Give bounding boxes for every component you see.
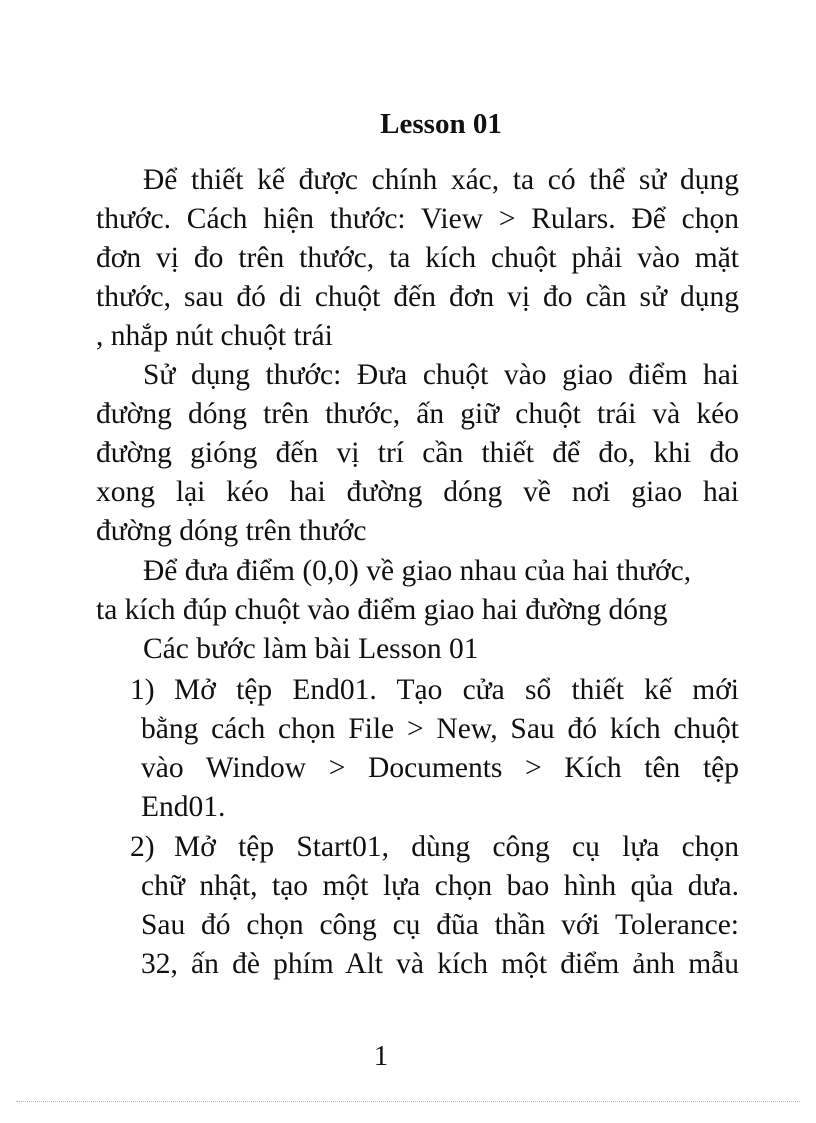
text-line: Để đưa điểm (0,0) về giao nhau của hai thước,: [143, 555, 692, 587]
text-line: Để thiết kế được chính xác, ta có thể sử dụng: [143, 164, 739, 196]
text-line: ta kích đúp chuột vào điểm giao hai đường dóng: [96, 594, 668, 626]
text-line: đơn vị đo trên thước, ta kích chuột phải vào mặt: [96, 242, 739, 274]
page-bottom-divider: [16, 1101, 800, 1102]
text-line: đường dóng trên thước: [96, 515, 367, 547]
text-line: Các bước làm bài Lesson 01: [143, 633, 479, 665]
text-line: bằng cách chọn File > New, Sau đó kích chuột: [141, 713, 739, 745]
text-line: thước, sau đó di chuột đến đơn vị đo cần sử dụng: [96, 281, 739, 313]
text-line: xong lại kéo hai đường dóng về nơi giao hai: [96, 476, 739, 508]
text-line: 32, ấn đè phím Alt và kích một điểm ảnh mẫu: [141, 948, 739, 980]
step-number: 2): [130, 831, 155, 863]
text-line: đường dóng trên thước, ấn giữ chuột trái và kéo: [96, 398, 739, 430]
text-line: thước. Cách hiện thước: View > Rulars. Để chọn: [96, 203, 739, 235]
step-first-line: [130, 670, 739, 710]
text-line: Sử dụng thước: Đưa chuột vào giao điểm hai: [143, 359, 739, 391]
lesson-title: Lesson 01: [380, 108, 502, 140]
page-number: 1: [373, 1040, 389, 1072]
step-first-line: [130, 827, 739, 867]
step-text: Mở tệp Start01, dùng công cụ lựa chọn: [174, 831, 739, 863]
text-line: vào Window > Documents > Kích tên tệp: [141, 752, 739, 784]
text-line: , nhắp nút chuột trái: [96, 320, 333, 352]
step-text: Mở tệp End01. Tạo cửa sổ thiết kế mới: [174, 674, 739, 706]
text-line: Sau đó chọn công cụ đũa thần với Tolerance:: [141, 909, 739, 941]
text-line: chữ nhật, tạo một lựa chọn bao hình qủa dưa.: [141, 870, 739, 902]
text-line: đường gióng đến vị trí cần thiết để đo, khi đo: [96, 437, 739, 469]
step-number: 1): [130, 674, 155, 706]
text-line: End01.: [141, 791, 226, 823]
